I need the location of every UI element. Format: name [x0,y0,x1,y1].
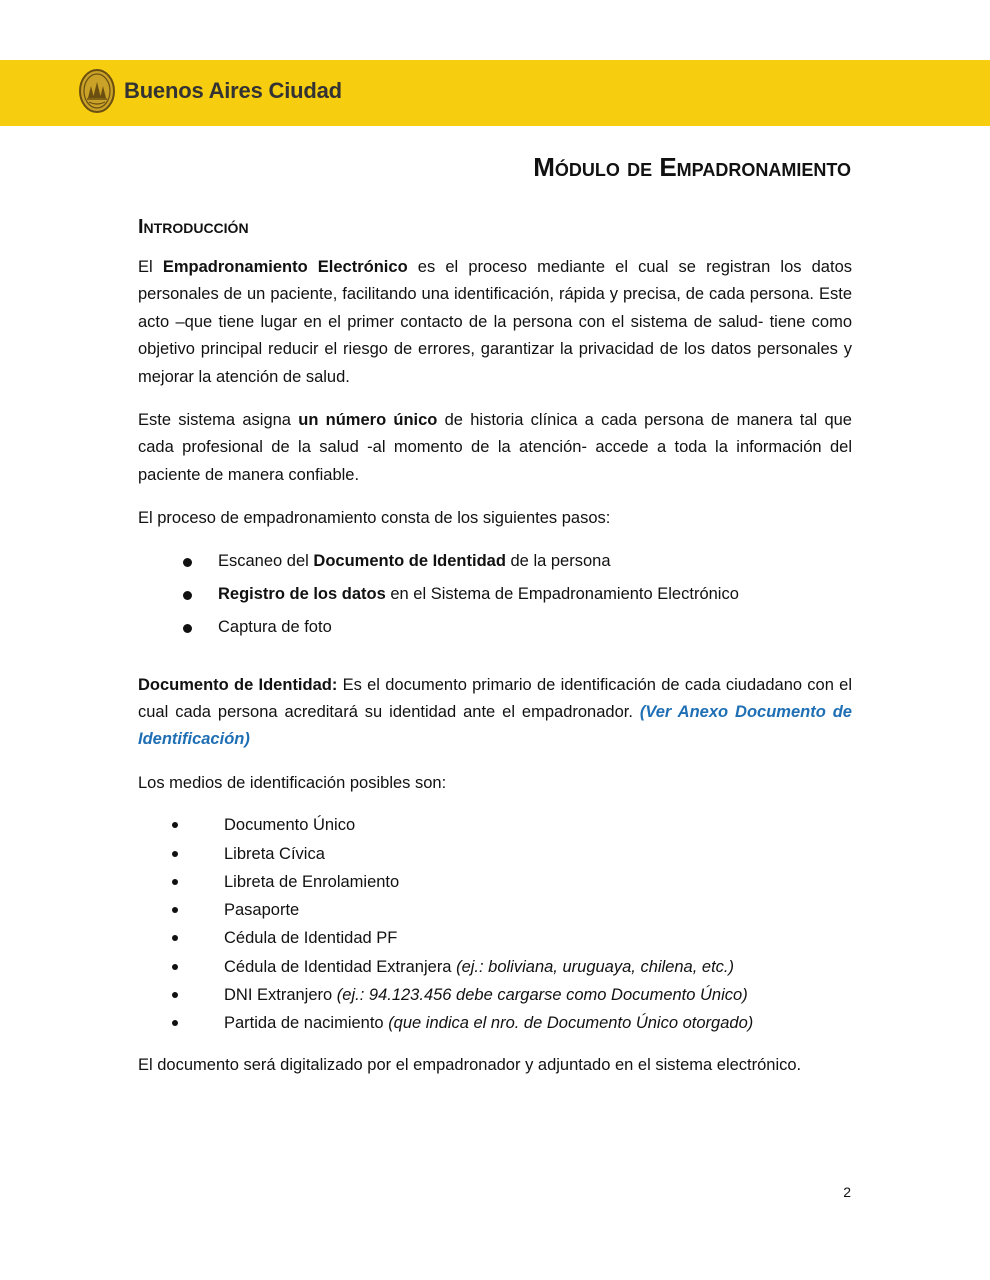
bold-term: Empadronamiento Electrónico [162,258,408,276]
list-item [138,953,852,981]
note: (que indica el nro. de Documento Único otorgado) [388,1014,754,1033]
list-item [138,611,852,644]
list-item [138,840,852,868]
bold-term: Registro de los datos [218,584,386,603]
text-run: Captura de foto [218,617,332,636]
bullet-icon [172,964,178,970]
text-run: en el Sistema de Empadronamiento Electrónico [385,584,739,603]
closing-paragraph: El documento será digitalizado por el empadronador y adjuntado en el sistema electrónico. [138,1055,802,1074]
list-item [138,811,852,839]
list-item [138,545,852,578]
list-item [138,896,852,924]
logo-text: Buenos Aires Ciudad [124,78,342,103]
bullet-icon [172,851,178,857]
bullet-icon [172,992,178,998]
text-run: Es el documento primario de identificación de cada ciudadano con el cual cada persona acreditará su identidad ante el empadronador. [138,675,853,722]
ids-intro: Los medios de identificación posibles son: [138,773,447,792]
text-run: Libreta de Enrolamiento [224,872,400,891]
steps-list [138,545,852,644]
text-run: Cédula de Identidad Extranjera [224,957,457,976]
text-run: es el proceso mediante el cual se registran los datos personales de un paciente, facilitando una identificación, rápida y precisa, de cada persona. Este acto –que tiene lugar en el primer contacto de la persona con el sistema de salud- tiene como objetivo principal reducir el riesgo de errores, garantizar la privacidad de los datos personales y mejorar la atención de salud. [138,258,852,386]
bullet-icon [172,1020,178,1026]
bullet-icon [183,558,192,567]
note: (ej.: 94.123.456 debe cargarse como Documento Único) [336,986,748,1005]
document-body [138,254,852,1095]
list-item [138,981,852,1009]
page-number: 2 [843,1184,851,1200]
bullet-icon [183,624,192,633]
list-item [138,1009,852,1037]
text-run: Escaneo del [218,551,314,570]
bullet-icon [172,935,178,941]
doc-identity-paragraph [138,672,852,754]
text-run: de historia clínica a cada persona de manera tal que cada profesional de la salud -al momento de la atención- accede a toda la información del paciente de manera confiable. [138,411,852,484]
logo [78,68,342,114]
intro-paragraph-3: El proceso de empadronamiento consta de los siguientes pasos: [138,509,611,528]
bullet-icon [172,907,178,913]
intro-paragraph-2 [138,407,852,489]
list-item [138,868,852,896]
document-title: Módulo de Empadronamiento [533,152,851,182]
bullet-icon [172,879,178,885]
city-emblem-icon [78,68,116,114]
list-item [138,924,852,952]
list-item [138,578,852,611]
text-run: de la persona [505,551,611,570]
bullet-icon [172,822,178,828]
bullet-icon [183,591,192,600]
text-run: DNI Extranjero [224,986,337,1005]
bold-term: Documento de Identidad [313,551,506,570]
text-run: El [138,258,163,276]
text-run: Libreta Cívica [224,844,325,863]
text-run: Documento Único [224,816,356,835]
annex-link[interactable]: (Ver Anexo Documento de Identificación) [138,703,852,749]
text-run: Partida de nacimiento [224,1014,389,1033]
bold-term: un número único [298,411,438,430]
text-run: Este sistema asigna [138,411,299,430]
note: (ej.: boliviana, uruguaya, chilena, etc.) [456,957,734,976]
text-run: Pasaporte [224,901,300,920]
bold-term: Documento de Identidad: [138,675,338,694]
id-methods-list [138,811,852,1037]
section-heading: Introducción [138,216,249,238]
text-run: Cédula de Identidad PF [224,929,398,948]
intro-paragraph-1 [138,254,852,391]
